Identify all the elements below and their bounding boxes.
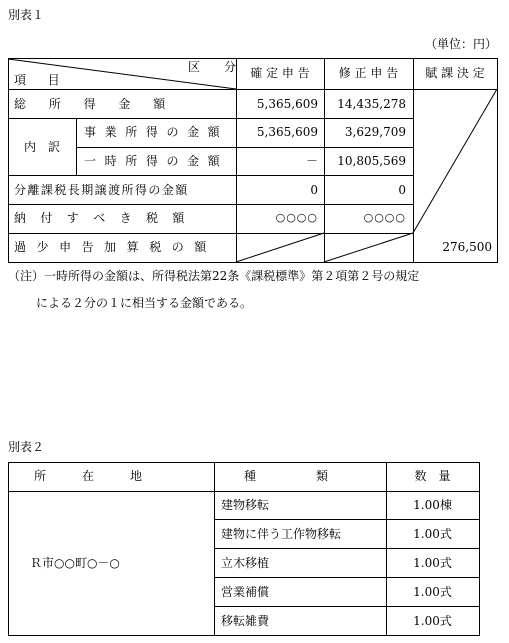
- row-nofu-kakutei: ○○○○: [275, 211, 318, 224]
- row-total-shusei: 14,435,278: [337, 97, 406, 111]
- header-kubun: 区 分: [188, 60, 243, 74]
- row-nofu-shusei: ○○○○: [363, 211, 406, 224]
- t2-row-qty: 1.00式: [413, 614, 452, 628]
- t2-row-type: 建物に伴う工作物移転: [221, 527, 342, 541]
- table1-caption: 別表１: [8, 8, 45, 22]
- t2-row-qty: 1.00式: [413, 585, 452, 599]
- row-bunri-shusei: 0: [398, 183, 406, 197]
- t2-row-qty: 1.00式: [413, 527, 452, 541]
- row-ichiji-shusei: 10,805,569: [337, 154, 406, 168]
- row-total-label: 総 所 得 金 額: [14, 97, 171, 111]
- row-uchiwake-label: 内 訳: [23, 140, 60, 154]
- row-ichiji-label: 一 時 所 得 の 金 額: [84, 154, 223, 168]
- header-kakutei: 確 定 申 告: [250, 66, 310, 80]
- row-bunri-kakutei: 0: [310, 183, 318, 197]
- t2-row-type: 立木移植: [221, 556, 270, 570]
- header-shusei: 修 正 申 告: [338, 66, 399, 80]
- row-kasho-label: 過 少 申 告 加 算 税 の 額: [14, 240, 210, 254]
- row-jigyo-shusei: 3,629,709: [344, 125, 406, 139]
- header-koumoku: 項 目: [14, 73, 65, 87]
- table1-note-line1: （注）一時所得の金額は、所得税法第22条《課税標準》第２項第２号の規定: [8, 269, 420, 283]
- t2-header-type: 種 類: [244, 469, 329, 483]
- row-ichiji-kakutei: －: [305, 154, 318, 168]
- row-kasho-fuka: 276,500: [442, 240, 492, 254]
- t2-row-qty: 1.00式: [413, 556, 452, 570]
- table1-note-line2: による２分の１に相当する金額である。: [36, 296, 253, 310]
- t2-location: Ｒ市○○町○－○: [30, 556, 120, 570]
- t2-row-type: 営業補償: [221, 585, 270, 599]
- row-total-kakutei: 5,365,609: [256, 97, 318, 111]
- t2-row-type: 移転雑費: [221, 614, 270, 628]
- header-fuka: 賦 課 決 定: [425, 66, 485, 80]
- row-jigyo-kakutei: 5,365,609: [256, 125, 318, 139]
- t2-row-qty: 1.00棟: [413, 498, 452, 512]
- t2-row-type: 建物移転: [221, 498, 270, 512]
- t2-header-location: 所 在 地: [34, 469, 143, 483]
- t2-header-qty: 数 量: [414, 469, 451, 483]
- row-jigyo-label: 事 業 所 得 の 金 額: [84, 125, 223, 139]
- row-bunri-label: 分離課税長期譲渡所得の金額: [14, 183, 189, 197]
- table2-caption: 別表２: [8, 440, 45, 454]
- table1-unit: （単位：円）: [424, 37, 497, 51]
- row-nofu-label: 納 付 す べ き 税 額: [14, 211, 186, 225]
